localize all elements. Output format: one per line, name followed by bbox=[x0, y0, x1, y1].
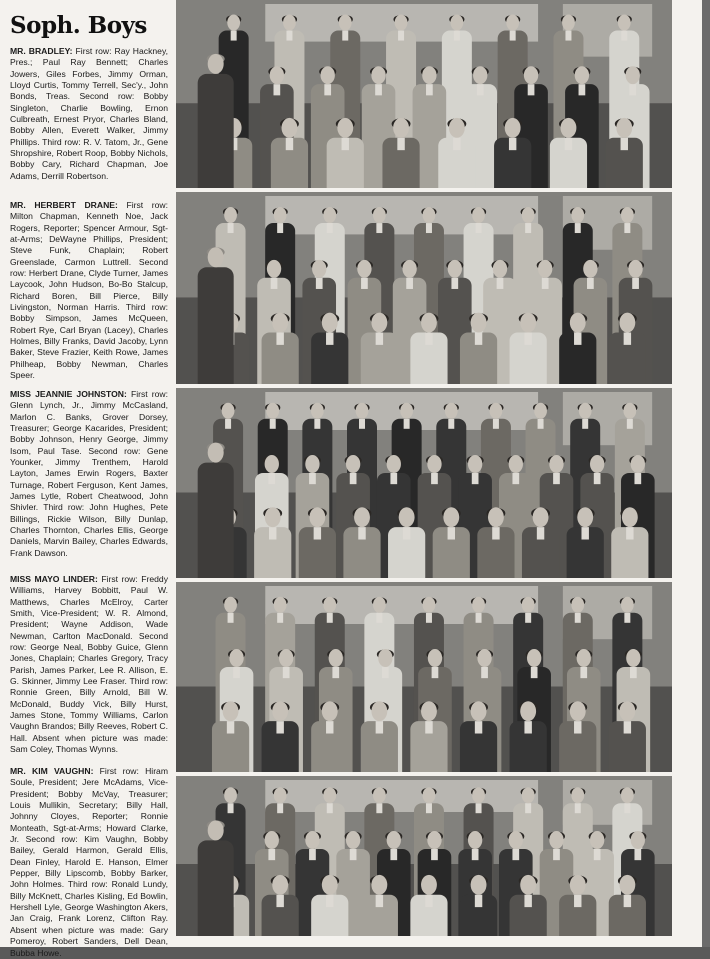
caption-johnston bbox=[10, 389, 168, 559]
teacher-name: MR. BRADLEY: bbox=[10, 46, 73, 56]
caption-linder bbox=[10, 574, 168, 756]
page-edge bbox=[702, 0, 710, 947]
class-photo-drane bbox=[176, 192, 672, 384]
class-photo-bradley bbox=[176, 0, 672, 188]
roster-text: First row: Milton Chapman, Kenneth Noe, Jack Rogers, Reporter; Spencer Armour, Sgt-at-Arms; DeWayne Phillips, President; Steve Funk, Chaplain; Robert Greenslade, Carmon Luttrell. Second row: Herbert Drane, Clyde Turner, James Laycook, John Hudson, Bo-Bo Stalcup, Richard Boren, Bill Pierce, Billy Livingston, Norman Harris. Third row: Bobby Simpson, James McQueen, Robert Rye, Carl Bryan (Lacey), Charles Holmes, Billy Franks, David Jacoby, Lynn Baker, Steve Frazier, Keith Rowe, James Philheap, Bobby Newman, Charles Speer. bbox=[10, 200, 169, 381]
page-title: Soph. Boys bbox=[10, 12, 147, 39]
teacher-name: MR. KIM VAUGHN: bbox=[10, 766, 94, 776]
roster-text: First row: Freddy Williams, Harvey Bobbitt, Paul W. Matthews, Charles McElroy, Carter Smith, Vice-President; W. R. Almond, President; Wayne Addison, Wade Newman, Carlton MacDonald. Second row: George Neal, Bobby Guice, Glenn Jones, Chaplain; Charles Gregory, Tracy Parish, James Parker, Lee R. Allison, E. G. Skinner, Jimmy Lee Fraser. Third row: Ronnie Green, Billy Arnold, Bill W. McDonald, Buddy Vick, Billy Hurst, James Stone, Tommy Williams, Carlon Vaughn Brandos; Billy Reeves, Robert C. Hall. Absent when picture was made: Sam Coley, Thomas Wynns. bbox=[10, 574, 168, 755]
roster-text: First row: Glenn Lynch, Jr., Jimmy McCasland, Marlon C. Banks, Grover Dorsey, Treasurer; George Kacarides, President; Bobby Johnson, Henry George, Jimmy Isom, Paul Tase. Second row: Gene Younker, Jimmy Trenthem, Harold Layton, James Erwin Rogers, Baxter Turnage, Robert Ferguson, Kent James, James Lytle, Robert Cheatwood, John Shivler. Third row: John Hughes, Pete Billings, Rickie Wilson, Billy Dunlap, Charles Thornton, Charles Ellis, George Daniels, Marvin Bailey, Charles Edwards, Frank Dawson. bbox=[10, 389, 169, 558]
teacher-name: MR. HERBERT DRANE: bbox=[10, 200, 118, 210]
caption-bradley bbox=[10, 46, 168, 182]
teacher-name: MISS JEANNIE JOHNSTON: bbox=[10, 389, 127, 399]
caption-vaughn bbox=[10, 766, 168, 959]
caption-drane bbox=[10, 200, 168, 382]
class-photo-vaughn bbox=[176, 776, 672, 936]
roster-text: First row: Ray Hackney, Pres.; Paul Ray Bennett; Charles Jowers, Giles Forbes, Jimmy Orman, Lloyd Curtis, Tommy Terrell, Sec'y., John Bonds, Treas. Second row: Bobby Singleton, Charlie Bowling, Ernon Culbreath, Ernest Pryor, Charles Bland, Bobby Allen, Everett Walker, Jimmy Phillips. Third row: R. V. Tatom, Jr., Gene Shropshire, Robert Roop, Bobby Nichols, Bobby Cary, Richard Chapman, Joe Adams, Derrill Robertson. bbox=[10, 46, 168, 181]
teacher-name: MISS MAYO LINDER: bbox=[10, 574, 98, 584]
roster-text: First row: Hiram Soule, President; Jere McAdams, Vice-President; Bobby McVay, Treasurer; Louis Mullikin, Secretary; Billy Hall, Johnny Cloyes, Reporter; Ronnie Monteath, Sgt-at-Arms; Howard Clarke, Jr. Second row: Kim Vaughn, Bobby Bailey, Gerald Harmon, Gerald Ellis, Dean Finley, Harold E. Hanson, Elmer Pepper, Billy Lipscomb, Bobby Barker, John Holmes. Third row: Ronald Lundy, Billy McKnett, Charles Kisling, Ed Bowlin, Hershell Lyle, George Washington Akers, Jan Craig, Frank Lorenz, Clifton Ray. Absent when picture was made: Gary Pomeroy, Robert Sanders, Dell Dean, Bubba Howe. bbox=[10, 766, 168, 958]
class-photo-johnston bbox=[176, 388, 672, 578]
class-photo-linder bbox=[176, 582, 672, 772]
